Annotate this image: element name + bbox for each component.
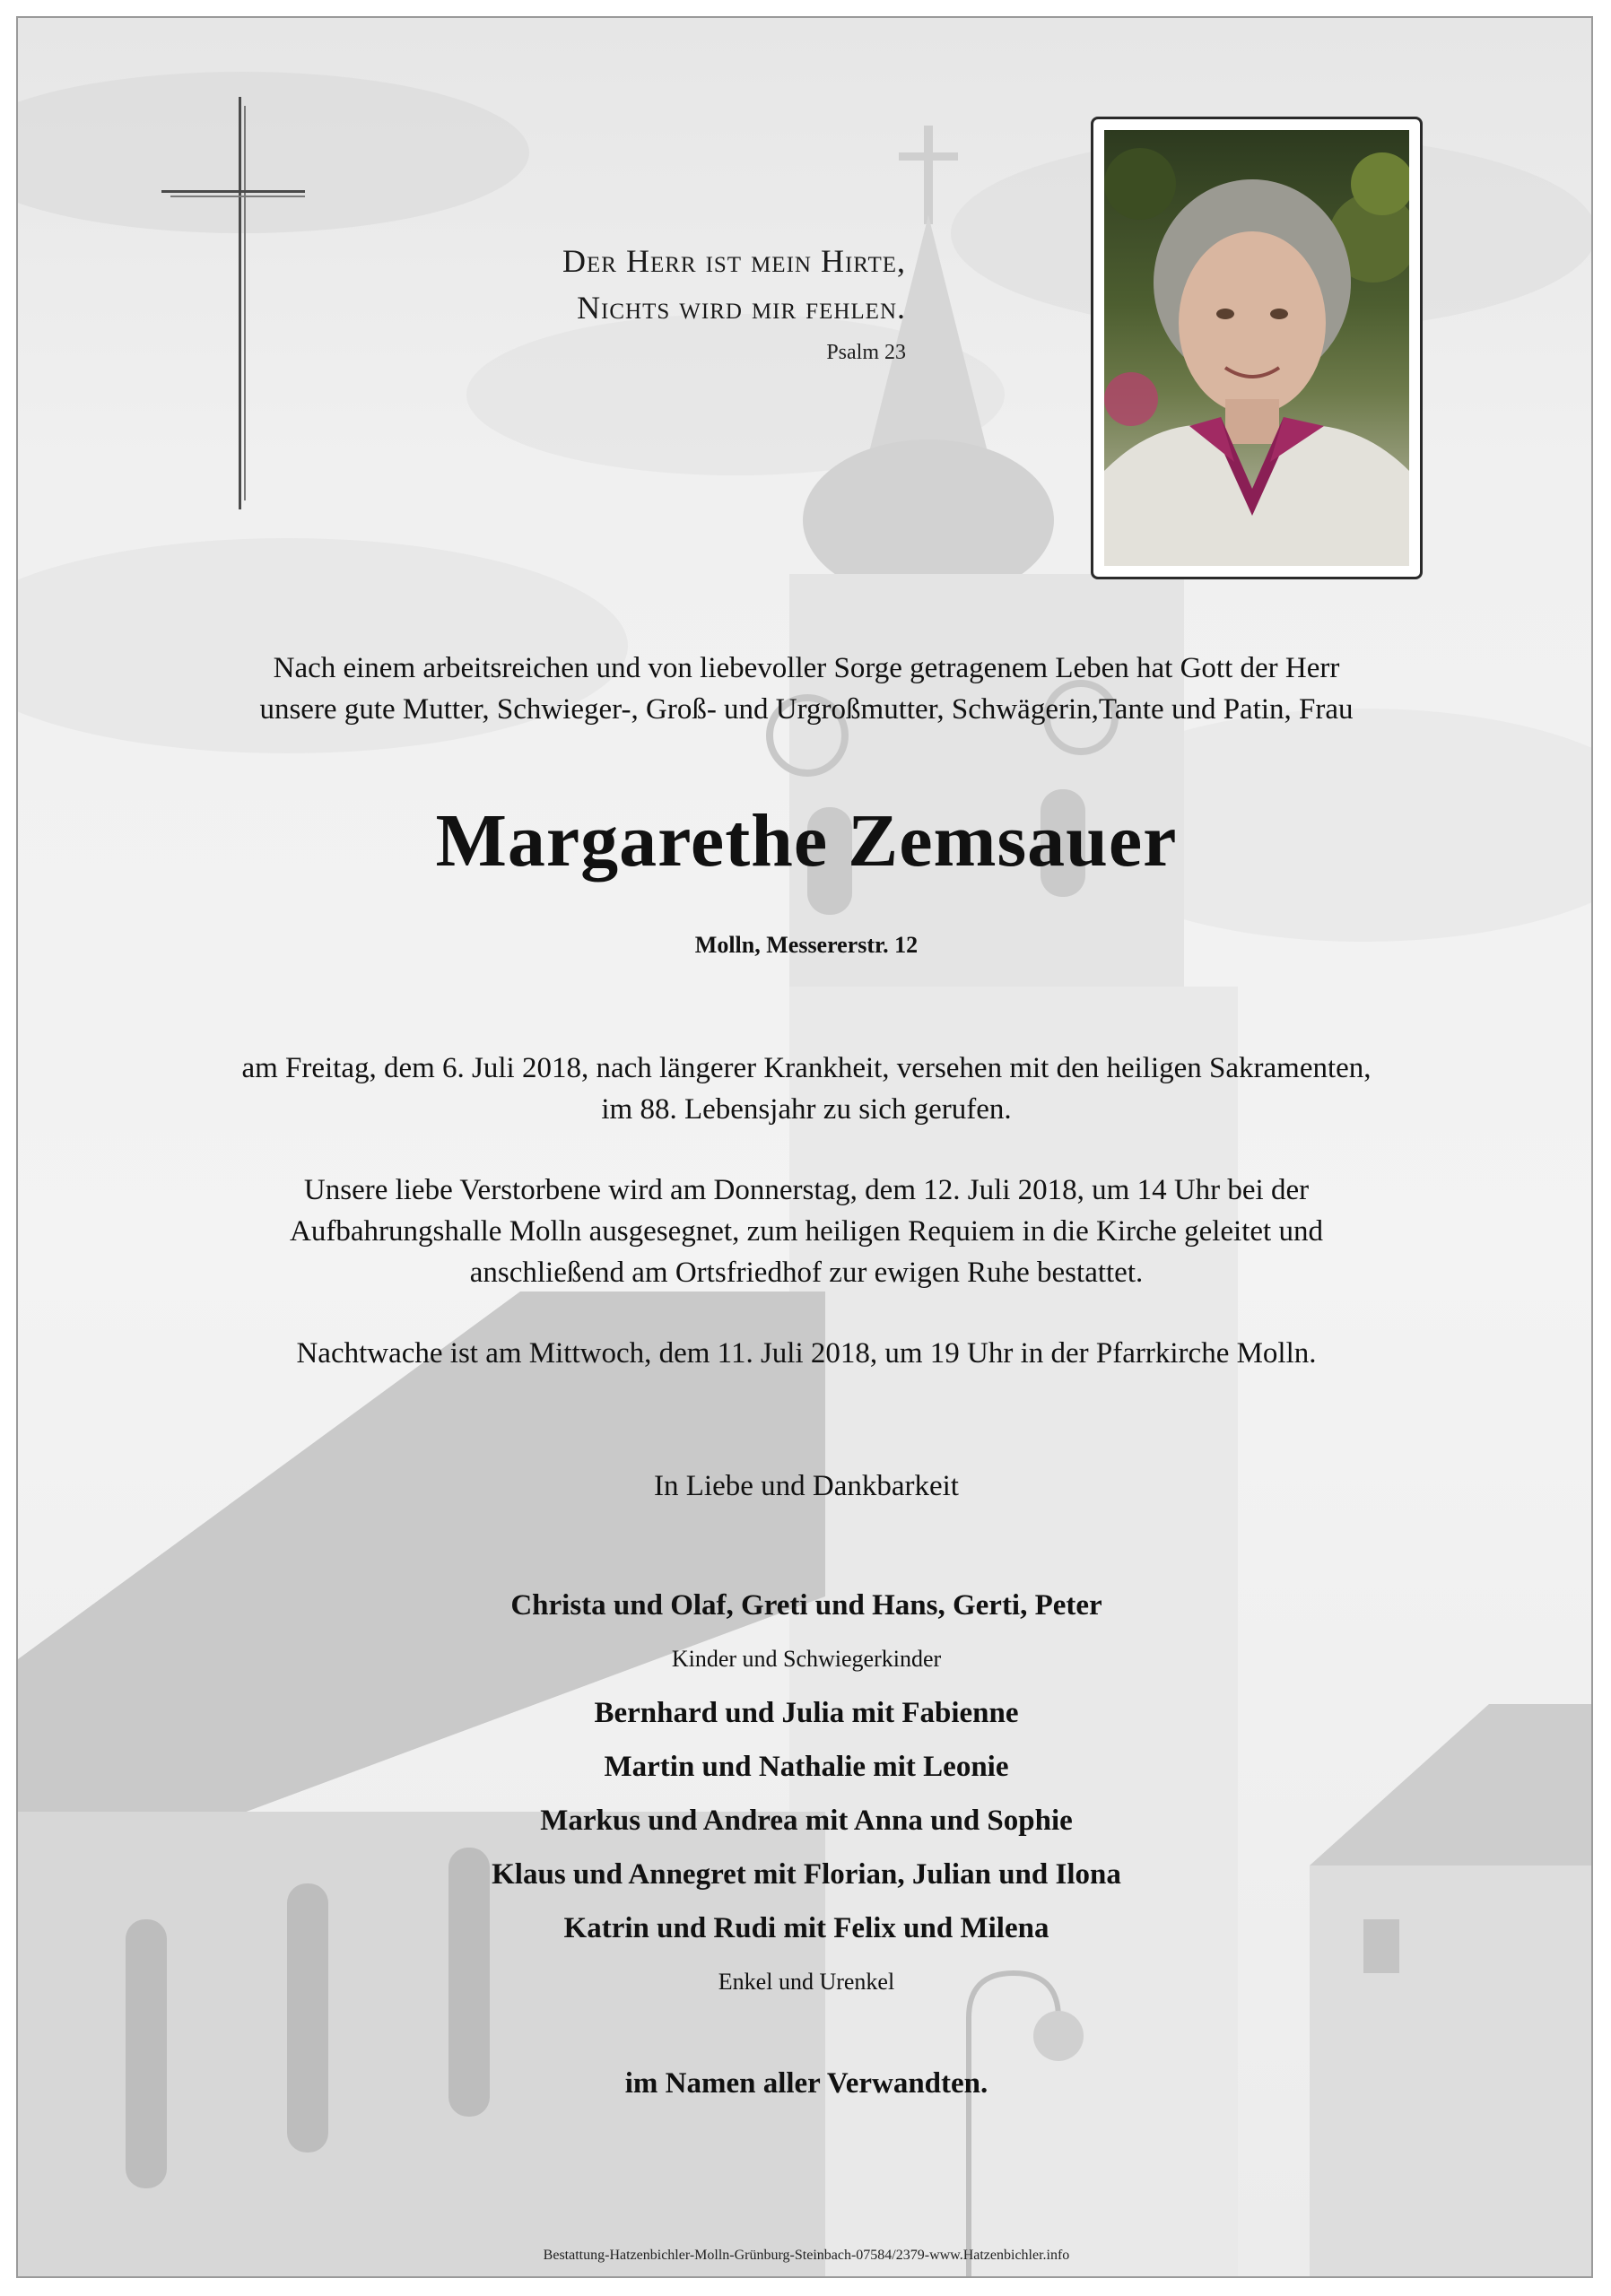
intro-text (18, 648, 1593, 730)
death-notice (18, 1048, 1593, 1130)
deceased-address: Molln, Messererstr. 12 (694, 932, 919, 958)
funeral-line-1: Unsere liebe Verstorbene wird am Donnerstag, dem 12. Juli 2018, um 14 Uhr bei der (303, 1174, 1310, 1206)
death-line-1: am Freitag, dem 6. Juli 2018, nach längerer Krankheit, versehen mit den heiligen Sakramenten, (241, 1052, 1372, 1084)
card-content (18, 18, 1593, 2278)
intro-line-2: unsere gute Mutter, Schwieger-, Groß- und Urgroßmutter, Schwägerin,Tante und Patin, Frau (259, 693, 1354, 726)
psalm-line-2: Nichts wird mir fehlen. (577, 290, 906, 326)
funeral-info (18, 1170, 1593, 1293)
cross-icon (161, 97, 323, 509)
thanks-line: In Liebe und Dankbarkeit (654, 1470, 959, 1502)
portrait-frame (1091, 117, 1423, 579)
grandchildren-family-3: Markus und Andrea mit Anna und Sophie (540, 1805, 1073, 1837)
vigil-info: Nachtwache ist am Mittwoch, dem 11. Juli 2018, um 19 Uhr in der Pfarrkirche Molln. (296, 1337, 1317, 1370)
grandchildren-family-2: Martin und Nathalie mit Leonie (604, 1751, 1009, 1783)
grandchildren-family-5: Katrin und Rudi mit Felix und Milena (563, 1912, 1049, 1944)
funeral-home-footer: Bestattung-Hatzenbichler-Molln-Grünburg-Steinbach-07584/2379-www.Hatzenbichler.info (543, 2248, 1070, 2263)
children-label: Kinder und Schwiegerkinder (671, 1646, 942, 1672)
grandchildren-label: Enkel und Urenkel (718, 1969, 895, 1995)
funeral-line-3: anschließend am Ortsfriedhof zur ewigen Ruhe bestattet. (469, 1257, 1144, 1289)
psalm-quote (422, 238, 906, 369)
grandchildren-family-4: Klaus und Annegret mit Florian, Julian und Ilona (492, 1858, 1121, 1891)
obituary-card (16, 16, 1593, 2278)
children-names: Christa und Olaf, Greti und Hans, Gerti, Peter (510, 1589, 1102, 1622)
funeral-line-2: Aufbahrungshalle Molln ausgesegnet, zum heiligen Requiem in die Kirche geleitet und (290, 1215, 1323, 1248)
relatives-line: im Namen aller Verwandten. (624, 2067, 988, 2100)
death-line-2: im 88. Lebensjahr zu sich gerufen. (601, 1093, 1012, 1126)
grandchildren-family-1: Bernhard und Julia mit Fabienne (594, 1697, 1019, 1729)
family-list (18, 1578, 1593, 2009)
portrait-photo (1104, 130, 1409, 566)
psalm-line-1: Der Herr ist mein Hirte, (562, 243, 906, 279)
intro-line-1: Nach einem arbeitsreichen und von liebevoller Sorge getragenem Leben hat Gott der Herr (273, 652, 1340, 684)
deceased-name: Margarethe Zemsauer (435, 799, 1178, 883)
psalm-reference: Psalm 23 (826, 341, 906, 364)
